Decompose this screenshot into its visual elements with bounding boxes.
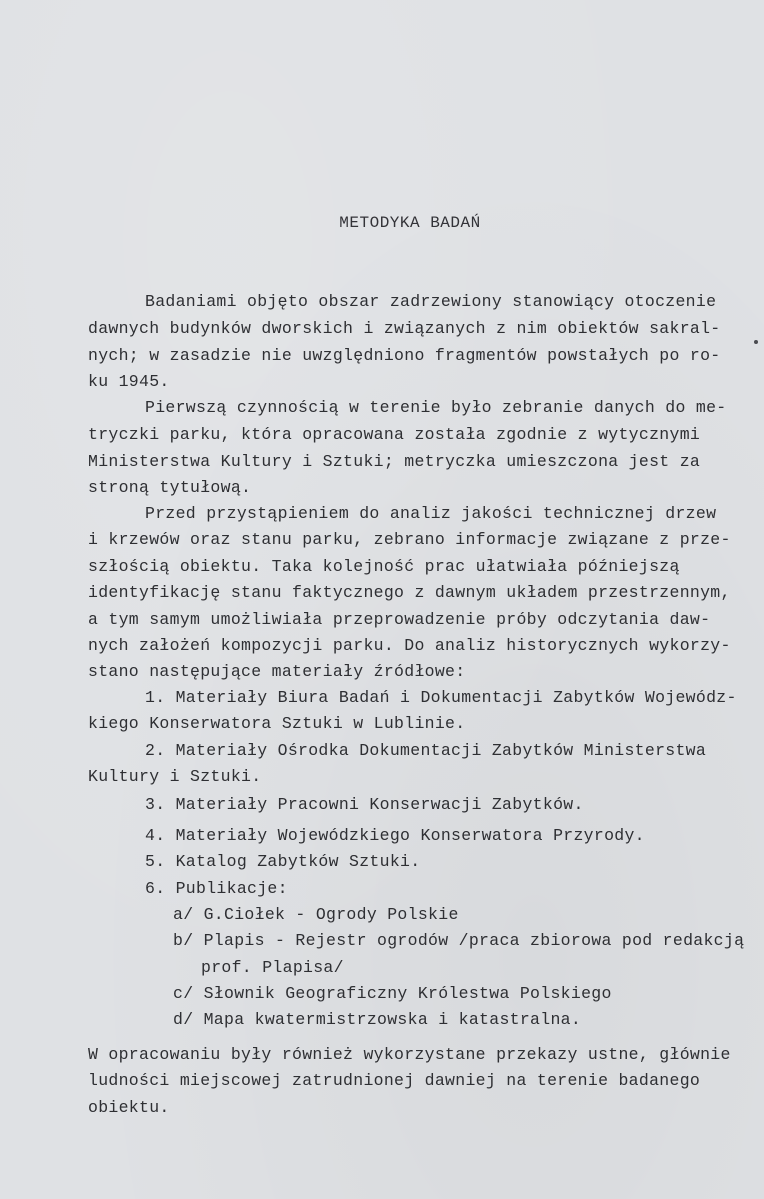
text-line: Ministerstwa Kultury i Sztuki; metryczka umieszczona jest za — [88, 452, 701, 471]
text-line: ku 1945. — [88, 372, 170, 391]
source-item-continuation: kiego Konserwatora Sztuki w Lublinie. — [88, 714, 466, 733]
publication-item: c/ Słownik Geograficzny Królestwa Polskiego — [173, 984, 612, 1003]
text-line: obiektu. — [88, 1098, 170, 1117]
text-line: dawnych budynków dworskich i związanych z nim obiektów sakral- — [88, 319, 721, 338]
text-line: stano następujące materiały źródłowe: — [88, 662, 466, 681]
source-item: 2. Materiały Ośrodka Dokumentacji Zabytków Ministerstwa — [145, 741, 707, 760]
text-line: i krzewów oraz stanu parku, zebrano informacje związane z prze- — [88, 530, 731, 549]
text-line: W opracowaniu były również wykorzystane przekazy ustne, głównie — [88, 1045, 731, 1064]
publication-item-continuation: prof. Plapisa/ — [201, 958, 344, 977]
publication-item: b/ Plapis - Rejestr ogrodów /praca zbiorowa pod redakcją — [173, 931, 745, 950]
publication-item: d/ Mapa kwatermistrzowska i katastralna. — [173, 1010, 582, 1029]
text-line: Przed przystąpieniem do analiz jakości technicznej drzew — [145, 504, 717, 523]
margin-dot — [754, 340, 758, 344]
text-line: Badaniami objęto obszar zadrzewiony stanowiący otoczenie — [145, 292, 717, 311]
source-item: 5. Katalog Zabytków Sztuki. — [145, 852, 421, 871]
text-line: Pierwszą czynnością w terenie było zebranie danych do me- — [145, 398, 727, 417]
text-line: a tym samym umożliwiała przeprowadzenie próby odczytania daw- — [88, 610, 711, 629]
text-line: nych założeń kompozycji parku. Do analiz historycznych wykorzy- — [88, 636, 731, 655]
text-line: tryczki parku, która opracowana została zgodnie z wytycznymi — [88, 425, 701, 444]
text-line: identyfikację stanu faktycznego z dawnym układem przestrzennym, — [88, 583, 731, 602]
source-item: 4. Materiały Wojewódzkiego Konserwatora Przyrody. — [145, 826, 645, 845]
page-title: METODYKA BADAŃ — [339, 214, 481, 232]
text-line: stroną tytułową. — [88, 478, 252, 497]
text-line: nych; w zasadzie nie uwzględniono fragmentów powstałych po ro- — [88, 346, 721, 365]
text-line: szłością obiektu. Taka kolejność prac ułatwiała późniejszą — [88, 557, 680, 576]
source-item-continuation: Kultury i Sztuki. — [88, 767, 262, 786]
publication-item: a/ G.Ciołek - Ogrody Polskie — [173, 905, 459, 924]
source-item: 1. Materiały Biura Badań i Dokumentacji Zabytków Wojewódz- — [145, 688, 737, 707]
source-item: 3. Materiały Pracowni Konserwacji Zabytków. — [145, 795, 584, 814]
text-line: ludności miejscowej zatrudnionej dawniej na terenie badanego — [88, 1071, 701, 1090]
source-item: 6. Publikacje: — [145, 879, 288, 898]
